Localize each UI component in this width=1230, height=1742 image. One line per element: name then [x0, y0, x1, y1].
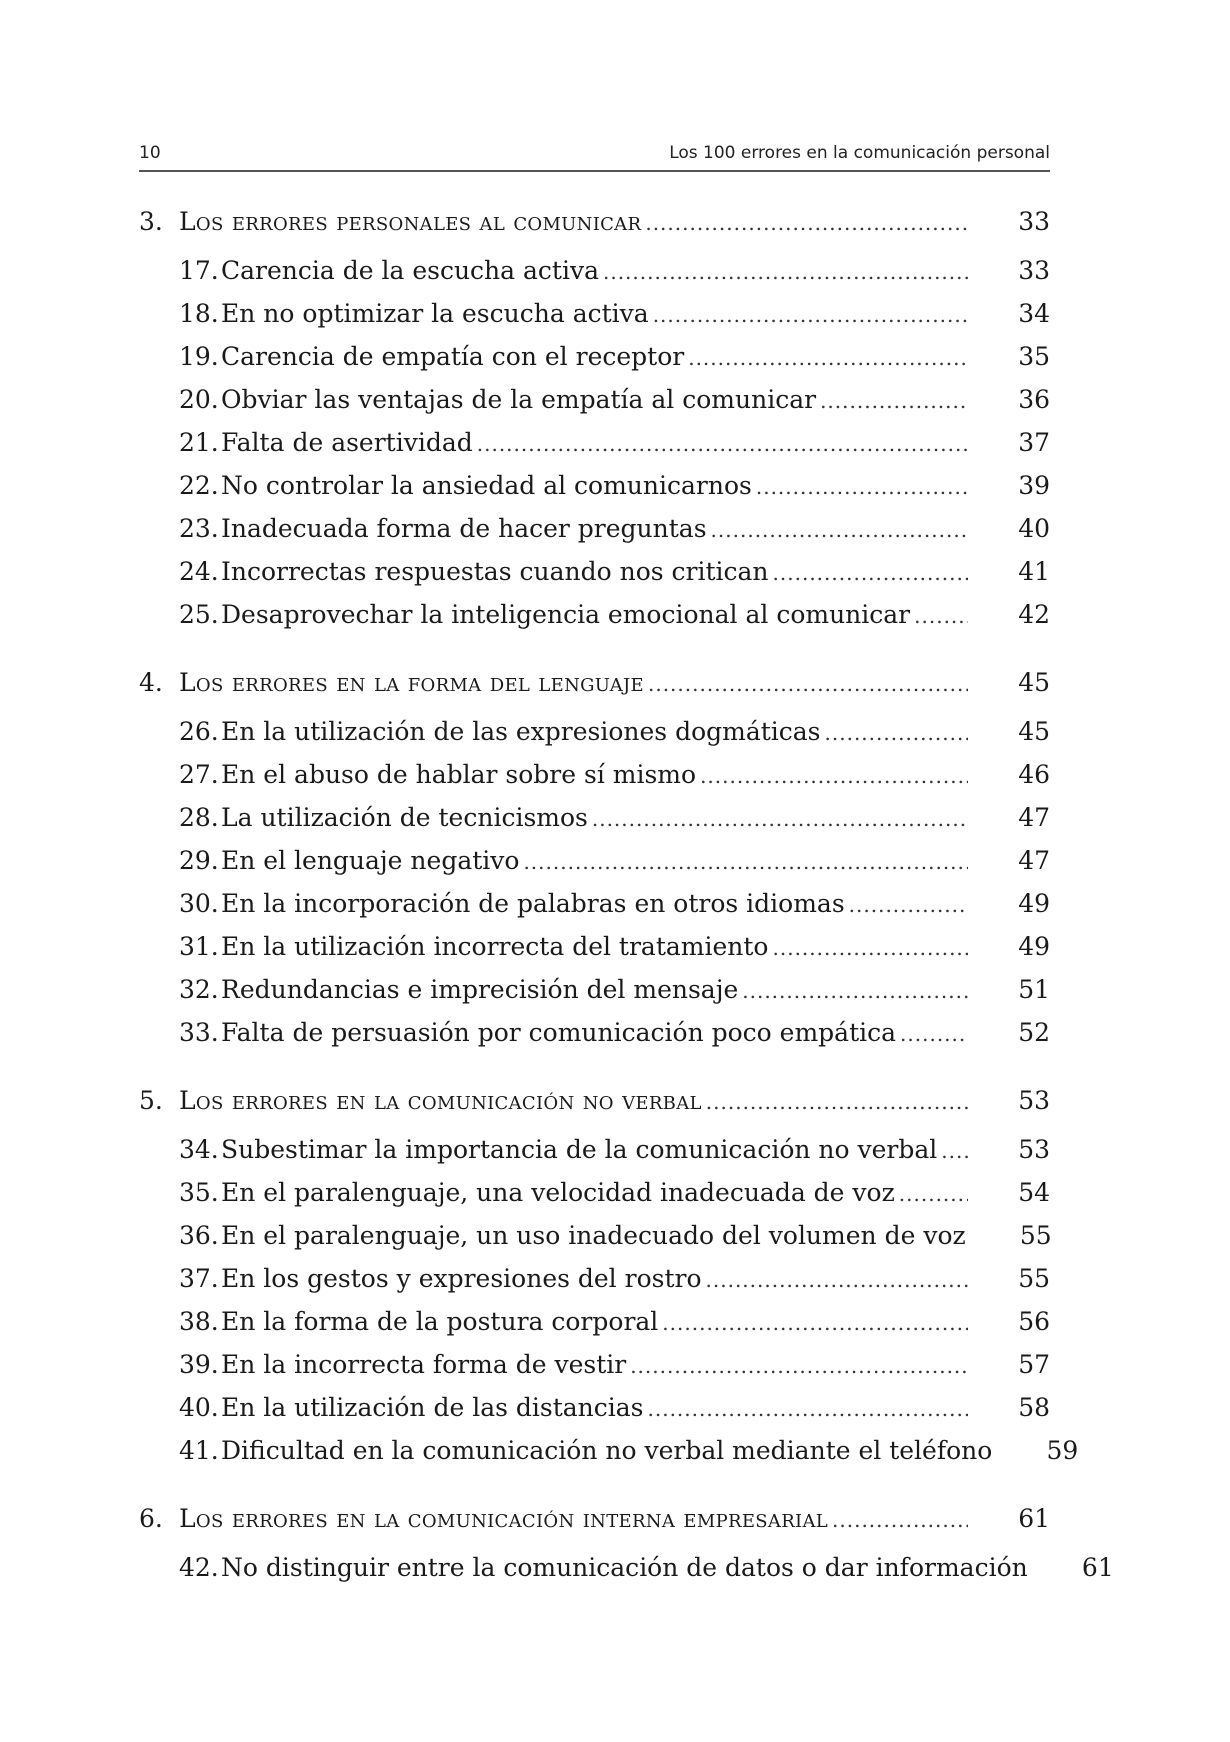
entry-page: 45	[1018, 668, 1050, 697]
dot-leader	[706, 1081, 968, 1124]
entry-title: La utilización de tecnicismos	[221, 803, 588, 832]
dot-leader	[477, 423, 968, 466]
toc-entry	[139, 550, 1050, 593]
entry-title: En el paralenguaje, una velocidad inadecuada de voz	[221, 1178, 895, 1207]
entry-title: En el lenguaje negativo	[221, 846, 520, 875]
toc-entry	[139, 753, 1050, 796]
entry-title: Carencia de empatía con el receptor	[221, 342, 685, 371]
entry-title: Falta de asertividad	[221, 428, 473, 457]
chapter-block	[139, 200, 1050, 636]
dot-leader	[900, 1013, 968, 1056]
table-of-contents	[139, 200, 1114, 1614]
entry-number: 34.	[179, 1135, 219, 1164]
chapter-entry	[139, 200, 1050, 243]
entry-number: 22.	[179, 471, 219, 500]
entry-page: 47	[1018, 803, 1050, 832]
entry-title: En no optimizar la escucha activa	[221, 299, 649, 328]
toc-entry	[139, 1214, 1050, 1257]
toc-entry	[139, 1128, 1050, 1171]
toc-entry	[139, 1300, 1050, 1343]
running-title: Los 100 errores en la comunicación personal	[669, 143, 1050, 163]
entry-title: Los errores en la comunicación no verbal	[179, 1086, 702, 1115]
page-number: 10	[139, 143, 161, 163]
entry-number: 17.	[179, 256, 219, 285]
entry-page: 51	[1018, 975, 1050, 1004]
entry-number: 41.	[179, 1436, 219, 1465]
toc-entry	[139, 335, 1050, 378]
entry-title: En la forma de la postura corporal	[221, 1307, 659, 1336]
entry-page: 54	[1018, 1178, 1050, 1207]
entry-page: 57	[1018, 1350, 1050, 1379]
toc-entry	[139, 1011, 1050, 1054]
chapter-block	[139, 1497, 1114, 1589]
entry-number: 37.	[179, 1264, 219, 1293]
chapter-block	[139, 661, 1050, 1054]
chapter-entry	[139, 1079, 1050, 1122]
dot-leader	[645, 202, 968, 245]
entry-title: En el abuso de hablar sobre sí mismo	[221, 760, 697, 789]
entry-page: 41	[1018, 557, 1050, 586]
entry-title: En los gestos y expresiones del rostro	[221, 1264, 702, 1293]
entry-page: 52	[1018, 1018, 1050, 1047]
entry-title: No controlar la ansiedad al comunicarnos	[221, 471, 752, 500]
entry-page: 55	[1019, 1221, 1052, 1250]
entry-number: 27.	[179, 760, 219, 789]
dot-leader	[849, 884, 968, 927]
entry-page: 33	[1018, 256, 1050, 285]
entry-title: Los errores en la forma del lenguaje	[179, 668, 644, 697]
entry-title: Inadecuada forma de hacer preguntas	[221, 514, 707, 543]
dot-leader	[706, 1259, 968, 1302]
entry-number: 20.	[179, 385, 219, 414]
entry-number: 32.	[179, 975, 219, 1004]
entry-number: 19.	[179, 342, 219, 371]
entry-number: 24.	[179, 557, 219, 586]
toc-entry	[139, 1257, 1050, 1300]
entry-title: En la incorporación de palabras en otros idiomas	[221, 889, 845, 918]
dot-leader	[941, 1130, 968, 1173]
dot-leader	[756, 466, 968, 509]
toc-entry	[139, 1546, 1114, 1589]
entry-page: 37	[1018, 428, 1050, 457]
dot-leader	[832, 1499, 968, 1542]
dot-leader	[711, 509, 968, 552]
toc-entry	[139, 421, 1050, 464]
entry-number: 26.	[179, 717, 219, 746]
entry-page: 61	[1081, 1553, 1114, 1582]
entry-title: Subestimar la importancia de la comunicación no verbal	[221, 1135, 938, 1164]
entry-title: Falta de persuasión por comunicación poco empática	[221, 1018, 897, 1047]
entry-title: En la utilización incorrecta del tratamiento	[221, 932, 769, 961]
entry-page: 56	[1018, 1307, 1050, 1336]
entry-page: 47	[1018, 846, 1050, 875]
entry-page: 46	[1018, 760, 1050, 789]
entry-page: 39	[1018, 471, 1050, 500]
entry-number: 3.	[139, 207, 163, 236]
toc-entry	[139, 292, 1050, 335]
entry-number: 38.	[179, 1307, 219, 1336]
entry-page: 33	[1018, 207, 1050, 236]
toc-entry	[139, 1429, 1079, 1472]
chapter-entry	[139, 1497, 1050, 1540]
toc-entry	[139, 925, 1050, 968]
toc-entry	[139, 839, 1050, 882]
entry-number: 30.	[179, 889, 219, 918]
entry-page: 55	[1018, 1264, 1050, 1293]
entry-number: 31.	[179, 932, 219, 961]
toc-entry	[139, 710, 1050, 753]
dot-leader	[700, 755, 968, 798]
dot-leader	[773, 927, 969, 970]
dot-leader	[630, 1345, 968, 1388]
toc-entry	[139, 1386, 1050, 1429]
entry-title: Los errores en la comunicación interna empresarial	[179, 1504, 829, 1533]
dot-leader	[899, 1173, 968, 1216]
dot-leader	[688, 337, 968, 380]
entry-number: 40.	[179, 1393, 219, 1422]
dot-leader	[648, 1388, 969, 1431]
entry-number: 23.	[179, 514, 219, 543]
toc-entry	[139, 593, 1050, 636]
entry-page: 53	[1018, 1135, 1050, 1164]
toc-entry	[139, 249, 1050, 292]
dot-leader	[523, 841, 968, 884]
entry-number: 28.	[179, 803, 219, 832]
entry-page: 34	[1018, 299, 1050, 328]
dot-leader	[742, 970, 968, 1013]
chapter-entry	[139, 661, 1050, 704]
toc-entry	[139, 1171, 1050, 1214]
entry-title: Obviar las ventajas de la empatía al comunicar	[221, 385, 817, 414]
entry-title: Carencia de la escucha activa	[221, 256, 599, 285]
entry-number: 6.	[139, 1504, 163, 1533]
entry-title: En la utilización de las distancias	[221, 1393, 644, 1422]
entry-number: 5.	[139, 1086, 163, 1115]
entry-number: 33.	[179, 1018, 219, 1047]
entry-number: 21.	[179, 428, 219, 457]
entry-page: 49	[1018, 889, 1050, 918]
entry-number: 35.	[179, 1178, 219, 1207]
dot-leader	[914, 595, 968, 638]
entry-title: Incorrectas respuestas cuando nos critican	[221, 557, 769, 586]
chapter-block	[139, 1079, 1079, 1472]
entry-number: 42.	[179, 1553, 219, 1582]
header-rule	[139, 170, 1050, 172]
entry-number: 36.	[179, 1221, 219, 1250]
toc-entry	[139, 796, 1050, 839]
entry-number: 39.	[179, 1350, 219, 1379]
entry-title: Desaprovechar la inteligencia emocional al comunicar	[221, 600, 911, 629]
dot-leader	[662, 1302, 968, 1345]
entry-number: 29.	[179, 846, 219, 875]
entry-number: 25.	[179, 600, 219, 629]
entry-title: En la incorrecta forma de vestir	[221, 1350, 627, 1379]
entry-title: En la utilización de las expresiones dogmáticas	[221, 717, 821, 746]
entry-title: Dificultad en la comunicación no verbal mediante el teléfono	[221, 1436, 993, 1465]
dot-leader	[603, 251, 968, 294]
toc-entry	[139, 507, 1050, 550]
entry-page: 53	[1018, 1086, 1050, 1115]
running-head	[139, 143, 1050, 169]
entry-number: 18.	[179, 299, 219, 328]
entry-page: 40	[1018, 514, 1050, 543]
entry-number: 4.	[139, 668, 163, 697]
dot-leader	[773, 552, 968, 595]
entry-title: No distinguir entre la comunicación de datos o dar información	[221, 1553, 1028, 1582]
entry-title: Los errores personales al comunicar	[179, 207, 642, 236]
dot-leader	[648, 663, 968, 706]
dot-leader	[653, 294, 968, 337]
entry-page: 45	[1018, 717, 1050, 746]
toc-entry	[139, 968, 1050, 1011]
entry-page: 35	[1018, 342, 1050, 371]
entry-page: 59	[1046, 1436, 1079, 1465]
entry-page: 49	[1018, 932, 1050, 961]
toc-entry	[139, 464, 1050, 507]
dot-leader	[592, 798, 968, 841]
dot-leader	[825, 712, 968, 755]
dot-leader	[820, 380, 968, 423]
entry-page: 61	[1018, 1504, 1050, 1533]
entry-title: Redundancias e imprecisión del mensaje	[221, 975, 739, 1004]
entry-page: 58	[1018, 1393, 1050, 1422]
entry-title: En el paralenguaje, un uso inadecuado del volumen de voz	[221, 1221, 966, 1250]
toc-entry	[139, 882, 1050, 925]
entry-page: 36	[1018, 385, 1050, 414]
toc-entry	[139, 1343, 1050, 1386]
toc-entry	[139, 378, 1050, 421]
entry-page: 42	[1018, 600, 1050, 629]
